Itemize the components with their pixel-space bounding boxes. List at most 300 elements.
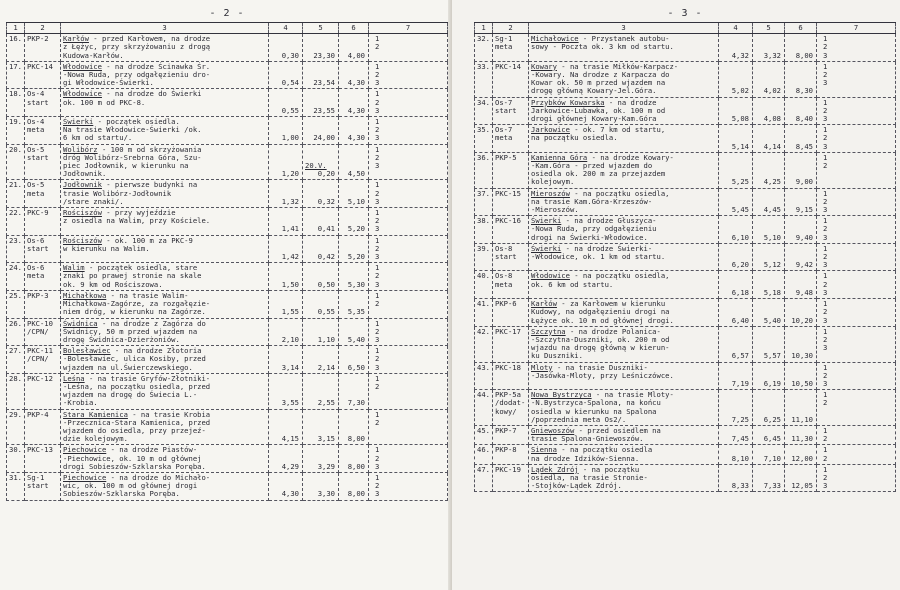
distance-value: 4,30 bbox=[269, 472, 303, 500]
time-value bbox=[303, 208, 339, 236]
time-value bbox=[303, 180, 339, 208]
checkpoint-code: Os-8 start bbox=[493, 243, 529, 271]
distance-value: 1,20 bbox=[269, 144, 303, 180]
marks-list: 1 2 3 bbox=[823, 299, 828, 325]
checkpoint-description bbox=[61, 34, 269, 62]
time-text: 5,40 bbox=[763, 315, 781, 325]
row-number: 32. bbox=[475, 34, 493, 62]
row-number: 35. bbox=[475, 125, 493, 153]
table-row bbox=[7, 61, 448, 89]
time-text: 0,20 bbox=[317, 169, 335, 179]
time-text: 6,19 bbox=[763, 378, 781, 388]
column-header: 3 bbox=[61, 23, 269, 34]
checkpoint-description bbox=[529, 97, 719, 125]
time-text: 3,15 bbox=[317, 434, 335, 444]
marks-list: 1 2 3 bbox=[823, 216, 828, 242]
time-text: 3,30 bbox=[317, 489, 335, 499]
time-text: 0,32 bbox=[317, 196, 335, 206]
marks-list: 1 2 3 bbox=[375, 318, 380, 344]
marks-list: 1 2 bbox=[823, 425, 828, 444]
clock-value: 10,30 bbox=[785, 326, 817, 362]
distance-value: 6,10 bbox=[719, 216, 753, 244]
checkpoint-code: PKP-4 bbox=[25, 409, 61, 445]
distance-value: 5,25 bbox=[719, 152, 753, 188]
row-number: 33. bbox=[475, 61, 493, 97]
table-row bbox=[475, 464, 896, 492]
clock-value: 10,20 bbox=[785, 299, 817, 327]
location-details: - na drodze Jarkowice-Lubawka, ok. 100 m od drogi głównej Kowary-Kam.Góra bbox=[531, 97, 666, 124]
location-details: - na początku osiedla, na trasie Kam.Góra-Krzeszów- -Mieroszów. bbox=[531, 188, 670, 215]
column-header: 2 bbox=[25, 23, 61, 34]
distance-value: 1,00 bbox=[269, 117, 303, 145]
table-row bbox=[7, 117, 448, 145]
checkpoint-code: PKP-5a /dodat- kowy/ bbox=[493, 390, 529, 426]
checkpoint-description bbox=[529, 61, 719, 97]
route-table bbox=[6, 22, 448, 501]
marks-list: 1 2 bbox=[375, 373, 380, 391]
checkpoint-description bbox=[529, 125, 719, 153]
checkpoint-description bbox=[529, 34, 719, 62]
marks-list: 1 2 3 bbox=[823, 188, 828, 215]
location-details: - na początku osiedla, ok. 6 km od startu. bbox=[531, 271, 670, 289]
clock-value: 9,40 bbox=[785, 216, 817, 244]
place-name: Gniewoszów bbox=[531, 425, 575, 435]
place-name: Świdnica bbox=[63, 318, 98, 328]
place-name: Świerki bbox=[63, 117, 94, 127]
time-text: 23,55 bbox=[313, 105, 335, 115]
time-text: 0,42 bbox=[317, 252, 335, 262]
time-text: 3,29 bbox=[317, 461, 335, 471]
place-name: Jarkowice bbox=[531, 125, 570, 135]
place-name: Szczytna bbox=[531, 326, 566, 336]
distance-value: 4,29 bbox=[269, 445, 303, 473]
column-header: 3 bbox=[529, 23, 719, 34]
time-value bbox=[753, 216, 785, 244]
row-number: 38. bbox=[475, 216, 493, 244]
place-name: Nowa Bystrzyca bbox=[531, 390, 592, 400]
time-value bbox=[303, 373, 339, 409]
marks-cell bbox=[817, 188, 896, 216]
location-details: - na początku osiedla na drodze Idzików-Sienna. bbox=[531, 445, 653, 463]
column-header: 7 bbox=[369, 23, 448, 34]
location-details: - na drodze Złotoria -Bolesławiec, ulica Kosiby, przed wjazdem na ul.Świerczewskiego. bbox=[63, 346, 206, 372]
checkpoint-description bbox=[61, 318, 269, 346]
table-row bbox=[475, 271, 896, 299]
row-number: 28. bbox=[7, 373, 25, 409]
checkpoint-code: Sg-1 meta bbox=[493, 34, 529, 62]
row-number: 41. bbox=[475, 299, 493, 327]
checkpoint-description bbox=[61, 235, 269, 263]
checkpoint-code: PKC-13 bbox=[25, 445, 61, 473]
marks-list: 1 2 3 bbox=[823, 34, 828, 60]
place-name: Michałkowa bbox=[63, 290, 107, 300]
marks-cell bbox=[817, 216, 896, 244]
row-number: 46. bbox=[475, 445, 493, 464]
marks-list: 1 2 3 bbox=[375, 263, 380, 289]
distance-value: 0,54 bbox=[269, 61, 303, 89]
time-value bbox=[303, 89, 339, 117]
marks-list: 1 2 3 bbox=[375, 445, 380, 471]
time-text: 4,45 bbox=[763, 205, 781, 215]
place-name: Michałowice bbox=[531, 34, 579, 44]
clock-value: 7,30 bbox=[339, 373, 369, 409]
checkpoint-code: Os-7 meta bbox=[493, 125, 529, 153]
place-name: Lądek Zdrój bbox=[531, 464, 579, 474]
marks-cell bbox=[817, 425, 896, 444]
marks-cell bbox=[369, 208, 448, 236]
time-value bbox=[303, 472, 339, 500]
checkpoint-code: PKC-16 bbox=[493, 216, 529, 244]
distance-value: 1,42 bbox=[269, 235, 303, 263]
clock-value: 4,30 bbox=[339, 117, 369, 145]
marks-cell bbox=[369, 263, 448, 291]
clock-value: 4,50 bbox=[339, 144, 369, 180]
time-value bbox=[303, 263, 339, 291]
clock-value: 5,40 bbox=[339, 318, 369, 346]
time-text: 5,12 bbox=[763, 260, 781, 270]
table-row bbox=[7, 263, 448, 291]
distance-value: 4,15 bbox=[269, 409, 303, 445]
row-number: 19. bbox=[7, 117, 25, 145]
clock-value: 12,00 bbox=[785, 445, 817, 464]
table-row bbox=[7, 445, 448, 473]
time-value bbox=[753, 188, 785, 216]
table-row bbox=[7, 472, 448, 500]
distance-value: 6,57 bbox=[719, 326, 753, 362]
checkpoint-code: Os-5 meta bbox=[25, 180, 61, 208]
location-details: - ok. 100 m za PKC-9 w kierunku na Walim. bbox=[63, 235, 193, 253]
location-details: - przed osiedlem na trasie Spalona-Gniewoszów. bbox=[531, 425, 661, 444]
marks-cell bbox=[369, 61, 448, 89]
time-value bbox=[303, 318, 339, 346]
row-number: 29. bbox=[7, 409, 25, 445]
row-number: 17. bbox=[7, 61, 25, 89]
checkpoint-description bbox=[529, 271, 719, 299]
distance-value: 6,40 bbox=[719, 299, 753, 327]
checkpoint-description bbox=[529, 425, 719, 444]
row-number: 34. bbox=[475, 97, 493, 125]
time-text: 4,08 bbox=[763, 114, 781, 124]
time-value bbox=[303, 445, 339, 473]
marks-list: 1 2 bbox=[375, 409, 380, 427]
clock-value: 4,30 bbox=[339, 61, 369, 89]
time-value bbox=[753, 445, 785, 464]
checkpoint-code: PKC-9 bbox=[25, 208, 61, 236]
marks-cell bbox=[369, 409, 448, 445]
marks-list: 1 2 bbox=[375, 290, 380, 309]
marks-cell bbox=[369, 445, 448, 473]
route-table bbox=[474, 22, 896, 492]
time-text: 4,02 bbox=[763, 86, 781, 96]
place-name: Stara Kamienica bbox=[63, 409, 128, 419]
clock-value: 8,00 bbox=[785, 34, 817, 62]
marks-cell bbox=[369, 318, 448, 346]
distance-value: 1,50 bbox=[269, 263, 303, 291]
marks-list: 1 2 bbox=[823, 445, 828, 463]
checkpoint-description bbox=[61, 61, 269, 89]
place-name: Kamienna Góra bbox=[531, 152, 588, 162]
time-text: 4,25 bbox=[763, 177, 781, 187]
place-name: Piechowice bbox=[63, 472, 107, 482]
marks-list: 1 2 3 bbox=[823, 61, 828, 88]
time-value bbox=[753, 97, 785, 125]
place-name: Bolesławiec bbox=[63, 346, 111, 356]
checkpoint-description bbox=[61, 445, 269, 473]
checkpoint-code: PKP-5 bbox=[493, 152, 529, 188]
time-value bbox=[753, 362, 785, 390]
checkpoint-description bbox=[529, 445, 719, 464]
marks-cell bbox=[369, 346, 448, 374]
marks-list: 1 2 3 bbox=[823, 464, 828, 491]
marks-list: 1 2 bbox=[823, 152, 828, 171]
time-value bbox=[753, 425, 785, 444]
location-details: - na drodze Polanica- -Szczytna-Duszniki, ok. 200 m od wjazdu na drogę główną w kierun- ku Duszniki. bbox=[531, 326, 670, 361]
marks-cell bbox=[817, 299, 896, 327]
row-number: 20. bbox=[7, 144, 25, 180]
time-value bbox=[303, 409, 339, 445]
place-name: Walim bbox=[63, 263, 85, 273]
column-header: 4 bbox=[269, 23, 303, 34]
distance-value: 3,55 bbox=[269, 373, 303, 409]
checkpoint-code: Os-4 start bbox=[25, 89, 61, 117]
place-name: Kowary bbox=[531, 61, 557, 71]
marks-cell bbox=[817, 243, 896, 271]
checkpoint-description bbox=[61, 290, 269, 318]
row-number: 24. bbox=[7, 263, 25, 291]
clock-value: 8,45 bbox=[785, 125, 817, 153]
checkpoint-code: PKP-2 bbox=[25, 34, 61, 62]
marks-list: 1 2 3 bbox=[375, 180, 380, 206]
time-value bbox=[303, 144, 339, 180]
time-text: 6,25 bbox=[763, 414, 781, 424]
marks-list: 1 2 3 bbox=[823, 326, 828, 353]
checkpoint-code: Os-6 start bbox=[25, 235, 61, 263]
clock-value: 5,30 bbox=[339, 263, 369, 291]
time-text: 4,14 bbox=[763, 141, 781, 151]
location-details: - na drodze Świerki- -Włodowice, ok. 1 km od startu. bbox=[531, 243, 666, 262]
place-name: Rościszów bbox=[63, 235, 102, 245]
marks-cell bbox=[369, 235, 448, 263]
checkpoint-code: PKC-17 bbox=[493, 326, 529, 362]
location-details: - na drodze Głuszyca- -Nowa Ruda, przy odgałęzieniu drogi na Świerki-Włodowice. bbox=[531, 216, 657, 242]
location-details: - na początku osiedla, na trasie Stronie- -Stojków-Lądek Zdrój. bbox=[531, 464, 648, 491]
time-text: 2,14 bbox=[317, 362, 335, 372]
time-text: 6,45 bbox=[763, 434, 781, 444]
distance-value: 8,33 bbox=[719, 464, 753, 492]
checkpoint-description bbox=[61, 208, 269, 236]
time-text: 24,00 bbox=[313, 133, 335, 143]
marks-cell bbox=[369, 89, 448, 117]
place-name: Rościszów bbox=[63, 208, 102, 218]
table-row bbox=[7, 34, 448, 62]
row-number: 47. bbox=[475, 464, 493, 492]
table-row bbox=[475, 299, 896, 327]
marks-cell bbox=[817, 152, 896, 188]
time-text: 5,57 bbox=[763, 351, 781, 361]
location-details: - na trasie Miłków-Karpacz- -Kowary. Na drodze z Karpacza do Kowar ok. 50 m przed wjazdem na drogę główną Kowary-Jel.Góra. bbox=[531, 61, 679, 96]
clock-value: 11,10 bbox=[785, 390, 817, 426]
time-value bbox=[303, 117, 339, 145]
checkpoint-description bbox=[529, 188, 719, 216]
marks-list: 1 2 3 bbox=[375, 208, 380, 234]
checkpoint-description bbox=[529, 299, 719, 327]
location-details: - przy wyjeździe z osiedla na Walim, przy Kościele. bbox=[63, 208, 211, 226]
place-name: Włodowice bbox=[531, 271, 570, 281]
distance-value: 0,55 bbox=[269, 89, 303, 117]
marks-list: 1 2 bbox=[375, 34, 380, 52]
time-value bbox=[753, 271, 785, 299]
location-details: - za Karłowem w kierunku Kudowy, na odgałęzieniu drogi na Łężyce ok. 10 m od głównej drogi. bbox=[531, 299, 674, 325]
row-number: 16. bbox=[7, 34, 25, 62]
table-row bbox=[475, 243, 896, 271]
table-row bbox=[475, 216, 896, 244]
right-page bbox=[452, 0, 900, 590]
table-row bbox=[475, 362, 896, 390]
distance-value: 1,41 bbox=[269, 208, 303, 236]
row-number: 22. bbox=[7, 208, 25, 236]
clock-value: 4,30 bbox=[339, 89, 369, 117]
table-row bbox=[475, 425, 896, 444]
row-number: 37. bbox=[475, 188, 493, 216]
checkpoint-code: Sg-1 start bbox=[25, 472, 61, 500]
distance-value: 7,25 bbox=[719, 390, 753, 426]
marks-cell bbox=[817, 362, 896, 390]
checkpoint-code: Os-6 meta bbox=[25, 263, 61, 291]
time-text: 23,54 bbox=[313, 78, 335, 88]
time-value bbox=[753, 125, 785, 153]
column-header: 7 bbox=[817, 23, 896, 34]
column-header: 1 bbox=[7, 23, 25, 34]
clock-value: 11,30 bbox=[785, 425, 817, 444]
clock-value: 5,35 bbox=[339, 290, 369, 318]
location-details: - ok. 7 km od startu, na początku osiedla. bbox=[531, 125, 666, 143]
column-header: 5 bbox=[303, 23, 339, 34]
page-number: - 2 - bbox=[209, 8, 245, 19]
row-number: 39. bbox=[475, 243, 493, 271]
checkpoint-code: PKC-19 bbox=[493, 464, 529, 492]
table-row bbox=[7, 290, 448, 318]
place-name: Leśna bbox=[63, 373, 85, 383]
time-text: 7,10 bbox=[763, 453, 781, 463]
row-number: 43. bbox=[475, 362, 493, 390]
time-value bbox=[753, 243, 785, 271]
place-name: Świerki bbox=[531, 216, 562, 226]
table-row bbox=[7, 235, 448, 263]
clock-value: 8,00 bbox=[339, 472, 369, 500]
time-value bbox=[753, 34, 785, 62]
checkpoint-code: Os-4 meta bbox=[25, 117, 61, 145]
checkpoint-code: PKC-10 /CPN/ bbox=[25, 318, 61, 346]
checkpoint-code: PKP-3 bbox=[25, 290, 61, 318]
marks-cell bbox=[817, 445, 896, 464]
location-details: - 100 m od skrzyżowania dróg Wolibórz-Srebrna Góra, Szu- piec Jodłownik, w kierunku na Jodłownik. bbox=[63, 144, 202, 179]
table-row bbox=[475, 326, 896, 362]
date-note: 20.V. bbox=[305, 161, 327, 171]
checkpoint-description bbox=[529, 362, 719, 390]
checkpoint-description bbox=[61, 373, 269, 409]
row-number: 25. bbox=[7, 290, 25, 318]
marks-list: 1 2 3 bbox=[375, 346, 380, 372]
time-value bbox=[303, 61, 339, 89]
table-row bbox=[7, 318, 448, 346]
row-number: 18. bbox=[7, 89, 25, 117]
marks-list: 1 2 3 bbox=[823, 271, 828, 297]
clock-value: 8,40 bbox=[785, 97, 817, 125]
time-text: 23,30 bbox=[313, 50, 335, 60]
clock-value: 9,48 bbox=[785, 271, 817, 299]
clock-value: 5,20 bbox=[339, 208, 369, 236]
distance-value: 7,19 bbox=[719, 362, 753, 390]
place-name: Świerki bbox=[531, 243, 562, 253]
location-details: - na trasie Duszniki- -Jasówka-Mloty, przy Leśniczówce. bbox=[531, 362, 674, 380]
checkpoint-code: PKP-7 bbox=[493, 425, 529, 444]
distance-value: 5,02 bbox=[719, 61, 753, 97]
location-details: - na drodze Ścinawka Śr. -Nowa Ruda, przy odgałęzieniu dro- gi Włodowice-Świerki. bbox=[63, 61, 211, 88]
location-details: - na trasie Mloty- -N.Bystrzyca-Spalona, na końcu osiedla w kierunku na Spalona /poprzednia meta Os2/. bbox=[531, 390, 674, 424]
marks-cell bbox=[817, 61, 896, 97]
distance-value: 1,32 bbox=[269, 180, 303, 208]
checkpoint-description bbox=[529, 464, 719, 492]
table-row bbox=[7, 180, 448, 208]
checkpoint-description bbox=[61, 180, 269, 208]
table-row bbox=[7, 373, 448, 409]
clock-value: 12,05 bbox=[785, 464, 817, 492]
location-details: - na drodze do Michało- wic, ok. 100 m od głównej drogi Sobieszów-Szklarska Poręba. bbox=[63, 472, 211, 499]
checkpoint-description bbox=[529, 326, 719, 362]
marks-cell bbox=[817, 464, 896, 492]
checkpoint-description bbox=[61, 472, 269, 500]
row-number: 23. bbox=[7, 235, 25, 263]
place-name: Wolibórz bbox=[63, 144, 98, 154]
row-number: 21. bbox=[7, 180, 25, 208]
time-value bbox=[753, 299, 785, 327]
marks-cell bbox=[369, 180, 448, 208]
marks-list: 1 2 3 bbox=[375, 61, 380, 88]
location-details: - na trasie Gryfów-Złotniki- -Leśna, na początku osiedla, przed wjazdem na drogę do Świecia L.- -Krobia. bbox=[63, 373, 211, 408]
checkpoint-code: PKC-18 bbox=[493, 362, 529, 390]
place-name: Jodłownik bbox=[63, 180, 102, 190]
column-header: 6 bbox=[785, 23, 817, 34]
time-value bbox=[753, 61, 785, 97]
checkpoint-code: Os-7 start bbox=[493, 97, 529, 125]
place-name: Mloty bbox=[531, 362, 553, 372]
checkpoint-description bbox=[529, 243, 719, 271]
marks-list: 1 2 3 bbox=[823, 243, 828, 270]
location-details: - na drodze do Świerki ok. 100 m od PKC-8. bbox=[63, 89, 202, 107]
column-header: 4 bbox=[719, 23, 753, 34]
location-details: - Przystanek autobu- sowy - Poczta ok. 3 km od startu. bbox=[531, 34, 674, 52]
checkpoint-code: PKC-15 bbox=[493, 188, 529, 216]
table-row bbox=[7, 208, 448, 236]
distance-value: 4,32 bbox=[719, 34, 753, 62]
marks-cell bbox=[817, 97, 896, 125]
table-row bbox=[7, 346, 448, 374]
location-details: - na trasie Krobia -Przecznica-Stara Kamienica, przed wjazdem do osiedla, przy przejeź- dzie kolejowym. bbox=[63, 409, 211, 444]
marks-list: 1 2 3 bbox=[823, 362, 828, 388]
marks-cell bbox=[369, 144, 448, 180]
clock-value: 4,00 bbox=[339, 34, 369, 62]
checkpoint-code: PKP-8 bbox=[493, 445, 529, 464]
checkpoint-description bbox=[61, 144, 269, 180]
time-text: 0,50 bbox=[317, 279, 335, 289]
location-details: - początek osiedla, stare znaki po prawej stronie na skale ok. 9 km od Rościszowa. bbox=[63, 263, 202, 289]
time-value bbox=[753, 464, 785, 492]
distance-value: 2,10 bbox=[269, 318, 303, 346]
row-number: 42. bbox=[475, 326, 493, 362]
column-header: 5 bbox=[753, 23, 785, 34]
table-row bbox=[475, 125, 896, 153]
place-name: Mieroszów bbox=[531, 188, 570, 198]
